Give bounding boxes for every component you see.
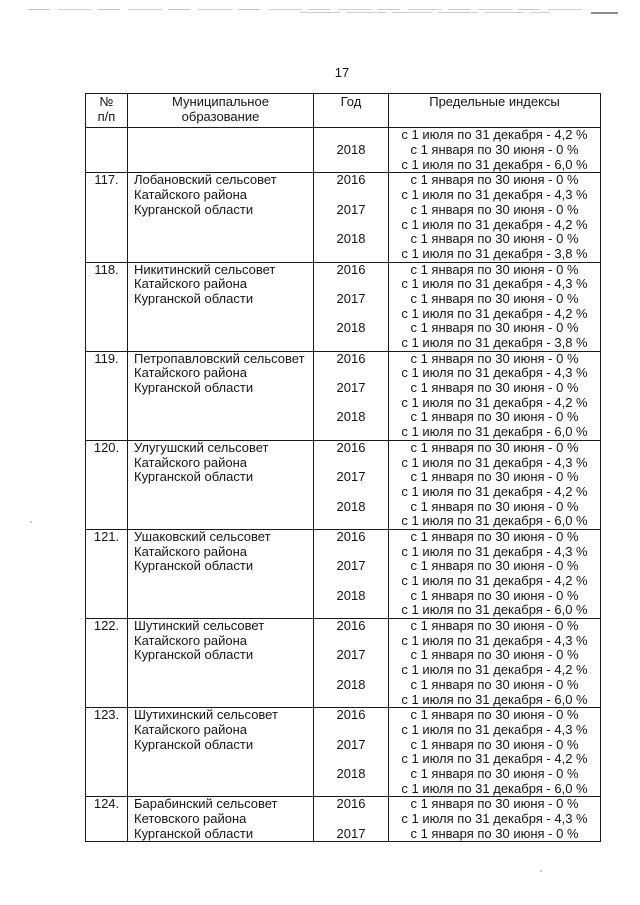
municipality-name-line: Улугушский сельсовет bbox=[134, 440, 269, 455]
year-value: 2018 bbox=[336, 766, 366, 781]
line-spacer bbox=[314, 782, 388, 797]
line-spacer bbox=[314, 336, 388, 351]
index-line: с 1 января по 30 июня - 0 % bbox=[410, 143, 579, 158]
year-cell bbox=[314, 708, 389, 797]
index-line: с 1 января по 30 июня - 0 % bbox=[410, 321, 579, 336]
row-number-cell bbox=[86, 619, 128, 708]
row-number: 123. bbox=[93, 708, 120, 723]
municipality-cell bbox=[128, 797, 314, 842]
year-value: 2017 bbox=[336, 202, 366, 217]
index-line: с 1 января по 30 июня - 0 % bbox=[410, 173, 579, 188]
index-line: с 1 января по 30 июня - 0 % bbox=[410, 410, 579, 425]
year-value: 2016 bbox=[336, 619, 366, 634]
header-indices-label: Предельные индексы bbox=[429, 95, 560, 109]
header-number-line: п/п bbox=[97, 109, 116, 124]
index-line: с 1 января по 30 июня - 0 % bbox=[410, 232, 579, 247]
index-line: с 1 июля по 31 декабря - 4,3 % bbox=[401, 455, 588, 470]
index-line: с 1 января по 30 июня - 0 % bbox=[410, 381, 579, 396]
table-row bbox=[86, 262, 601, 351]
index-line: с 1 июля по 31 декабря - 6,0 % bbox=[401, 781, 588, 796]
line-spacer bbox=[314, 247, 388, 262]
index-line: с 1 января по 30 июня - 0 % bbox=[410, 797, 579, 812]
table-body bbox=[86, 128, 601, 842]
year-value: 2016 bbox=[336, 351, 366, 366]
table-row bbox=[86, 797, 601, 842]
index-line: с 1 июля по 31 декабря - 6,0 % bbox=[401, 692, 588, 707]
scan-edge-artifact bbox=[28, 9, 588, 10]
index-line: с 1 января по 30 июня - 0 % bbox=[410, 588, 579, 603]
line-spacer bbox=[314, 188, 388, 203]
row-number bbox=[86, 128, 127, 143]
municipality-name-line: Барабинский сельсовет bbox=[134, 797, 278, 812]
municipality-name-line: Курганской области bbox=[134, 202, 254, 217]
index-line: с 1 июля по 31 декабря - 4,2 % bbox=[401, 128, 588, 143]
index-line: с 1 июля по 31 декабря - 6,0 % bbox=[401, 157, 588, 172]
municipality-name-line: Никитинский сельсовет bbox=[134, 262, 276, 277]
index-line: с 1 января по 30 июня - 0 % bbox=[410, 559, 579, 574]
index-line: с 1 января по 30 июня - 0 % bbox=[410, 202, 579, 217]
indices-cell bbox=[389, 173, 601, 262]
index-line: с 1 июля по 31 декабря - 4,2 % bbox=[401, 752, 588, 767]
municipality-name-line: Катайского района bbox=[134, 633, 248, 648]
municipality-name-line: Курганской области bbox=[134, 826, 254, 841]
year-value bbox=[314, 128, 388, 143]
table-row bbox=[86, 173, 601, 262]
index-line: с 1 января по 30 июня - 0 % bbox=[410, 440, 579, 455]
index-line: с 1 января по 30 июня - 0 % bbox=[410, 737, 579, 752]
year-cell bbox=[314, 797, 389, 842]
year-value: 2016 bbox=[336, 173, 366, 188]
municipality-name-line: Шутинский сельсовет bbox=[134, 619, 265, 634]
row-number: 124. bbox=[93, 797, 120, 812]
line-spacer bbox=[314, 634, 388, 649]
year-value: 2018 bbox=[336, 677, 366, 692]
row-number: 121. bbox=[93, 529, 120, 544]
year-value: 2017 bbox=[336, 648, 366, 663]
index-line: с 1 января по 30 июня - 0 % bbox=[410, 648, 579, 663]
scan-speck bbox=[30, 521, 32, 523]
line-spacer bbox=[314, 218, 388, 233]
line-spacer bbox=[314, 603, 388, 618]
line-spacer bbox=[314, 514, 388, 529]
municipality-cell bbox=[128, 262, 314, 351]
municipality-name-line: Лобановский сельсовет bbox=[134, 173, 277, 188]
index-line: с 1 января по 30 июня - 0 % bbox=[410, 708, 579, 723]
indices-cell bbox=[389, 128, 601, 173]
index-line: с 1 июля по 31 декабря - 6,0 % bbox=[401, 514, 588, 529]
year-value: 2018 bbox=[336, 410, 366, 425]
indices-cell bbox=[389, 708, 601, 797]
index-line: с 1 июля по 31 декабря - 4,3 % bbox=[401, 633, 588, 648]
row-number-cell bbox=[86, 173, 128, 262]
index-line: с 1 января по 30 июня - 0 % bbox=[410, 262, 579, 277]
index-line: с 1 января по 30 июня - 0 % bbox=[410, 619, 579, 634]
table-row bbox=[86, 619, 601, 708]
table-row bbox=[86, 529, 601, 618]
line-spacer bbox=[314, 812, 388, 827]
index-line: с 1 июля по 31 декабря - 4,3 % bbox=[401, 366, 588, 381]
year-value: 2017 bbox=[336, 826, 366, 841]
municipality-cell bbox=[128, 529, 314, 618]
header-municipality bbox=[128, 94, 314, 128]
year-cell bbox=[314, 351, 389, 440]
index-line: с 1 июля по 31 декабря - 4,3 % bbox=[401, 544, 588, 559]
line-spacer bbox=[314, 366, 388, 381]
index-line: с 1 июля по 31 декабря - 4,3 % bbox=[401, 277, 588, 292]
municipality-name-line: Курганской области bbox=[134, 648, 254, 663]
table-row bbox=[86, 351, 601, 440]
line-spacer bbox=[314, 723, 388, 738]
line-spacer bbox=[314, 545, 388, 560]
year-value: 2017 bbox=[336, 470, 366, 485]
line-spacer bbox=[314, 307, 388, 322]
scan-edge-mark bbox=[591, 12, 618, 14]
municipality-name-line: Шутихинский сельсовет bbox=[134, 708, 278, 723]
municipality-cell bbox=[128, 351, 314, 440]
indices-cell bbox=[389, 262, 601, 351]
index-line: с 1 января по 30 июня - 0 % bbox=[410, 766, 579, 781]
municipality-cell bbox=[128, 708, 314, 797]
index-line: с 1 июля по 31 декабря - 4,2 % bbox=[401, 395, 588, 410]
line-spacer bbox=[314, 485, 388, 500]
index-line: с 1 июля по 31 декабря - 4,2 % bbox=[401, 306, 588, 321]
index-line: с 1 января по 30 июня - 0 % bbox=[410, 470, 579, 485]
year-value: 2017 bbox=[336, 559, 366, 574]
row-number-cell bbox=[86, 440, 128, 529]
year-value: 2016 bbox=[336, 440, 366, 455]
indices-cell bbox=[389, 440, 601, 529]
header-number bbox=[86, 94, 128, 128]
year-value: 2016 bbox=[336, 708, 366, 723]
municipality-name-line: Курганской области bbox=[134, 470, 254, 485]
index-line: с 1 января по 30 июня - 0 % bbox=[410, 499, 579, 514]
municipality-cell bbox=[128, 128, 314, 173]
line-spacer bbox=[314, 574, 388, 589]
indices-cell bbox=[389, 529, 601, 618]
index-line: с 1 января по 30 июня - 0 % bbox=[410, 351, 579, 366]
limit-indices-table bbox=[85, 93, 601, 842]
row-number: 119. bbox=[94, 351, 119, 366]
municipality-cell bbox=[128, 619, 314, 708]
row-number-cell bbox=[86, 797, 128, 842]
index-line: с 1 января по 30 июня - 0 % bbox=[410, 291, 579, 306]
municipality-cell bbox=[128, 440, 314, 529]
header-number-line: № bbox=[99, 95, 114, 109]
index-line: с 1 июля по 31 декабря - 4,2 % bbox=[401, 484, 588, 499]
year-value: 2017 bbox=[336, 381, 366, 396]
indices-cell bbox=[389, 351, 601, 440]
year-cell bbox=[314, 128, 389, 173]
line-spacer bbox=[314, 663, 388, 678]
header-municipality-line: Муниципальное bbox=[172, 95, 269, 109]
index-line: с 1 июля по 31 декабря - 4,2 % bbox=[401, 663, 588, 678]
row-number-cell bbox=[86, 529, 128, 618]
line-spacer bbox=[314, 425, 388, 440]
index-line: с 1 января по 30 июня - 0 % bbox=[410, 677, 579, 692]
header-year bbox=[314, 94, 389, 128]
scan-speck bbox=[540, 870, 542, 872]
line-spacer bbox=[314, 158, 388, 173]
header-municipality-line: образование bbox=[181, 109, 260, 124]
municipality-name-line: Катайского района bbox=[134, 366, 248, 381]
line-spacer bbox=[314, 456, 388, 471]
year-value: 2018 bbox=[336, 143, 366, 158]
municipality-cell bbox=[128, 173, 314, 262]
indices-cell bbox=[389, 619, 601, 708]
index-line: с 1 июля по 31 декабря - 4,2 % bbox=[401, 574, 588, 588]
row-number: 120. bbox=[93, 440, 120, 455]
municipality-name-line: Петропавловский сельсовет bbox=[134, 351, 305, 366]
year-value: 2016 bbox=[336, 797, 366, 812]
row-number: 118. bbox=[94, 262, 119, 277]
year-cell bbox=[314, 529, 389, 618]
index-line: с 1 января по 30 июня - 0 % bbox=[410, 529, 579, 544]
year-value: 2018 bbox=[336, 499, 366, 514]
year-value: 2017 bbox=[336, 737, 366, 752]
header-year-label: Год bbox=[340, 95, 362, 109]
municipality-name-line: Катайского района bbox=[134, 722, 248, 737]
indices-cell bbox=[389, 797, 601, 842]
table-header-row bbox=[86, 94, 601, 128]
municipality-name-line: Кетовского района bbox=[134, 812, 247, 826]
municipality-name-line: Катайского района bbox=[134, 455, 248, 470]
year-value: 2017 bbox=[336, 291, 366, 306]
table-row bbox=[86, 128, 601, 173]
line-spacer bbox=[314, 693, 388, 708]
year-value: 2016 bbox=[336, 529, 366, 544]
year-value: 2018 bbox=[336, 232, 366, 247]
index-line: с 1 января по 30 июня - 0 % bbox=[410, 826, 579, 841]
year-cell bbox=[314, 173, 389, 262]
index-line: с 1 июля по 31 декабря - 4,3 % bbox=[401, 812, 588, 826]
header-indices bbox=[389, 94, 601, 128]
year-cell bbox=[314, 619, 389, 708]
table-row bbox=[86, 440, 601, 529]
row-number: 117. bbox=[94, 173, 119, 188]
year-cell bbox=[314, 440, 389, 529]
year-value: 2018 bbox=[336, 321, 366, 336]
index-line: с 1 июля по 31 декабря - 6,0 % bbox=[401, 425, 588, 440]
line-spacer bbox=[314, 752, 388, 767]
line-spacer bbox=[314, 277, 388, 292]
index-line: с 1 июля по 31 декабря - 4,2 % bbox=[401, 217, 588, 232]
scan-edge-artifact bbox=[300, 12, 550, 13]
page-number: 17 bbox=[334, 65, 350, 80]
year-value: 2016 bbox=[336, 262, 366, 277]
year-cell bbox=[314, 262, 389, 351]
municipality-name-line: Катайского района bbox=[134, 188, 248, 203]
index-line: с 1 июля по 31 декабря - 3,8 % bbox=[401, 336, 588, 350]
line-spacer bbox=[314, 396, 388, 411]
municipality-name-line: Катайского района bbox=[134, 277, 248, 292]
municipality-name-line: Курганской области bbox=[134, 559, 254, 574]
row-number-cell bbox=[86, 128, 128, 173]
municipality-name-line: Курганской области bbox=[134, 291, 254, 306]
year-value: 2018 bbox=[336, 588, 366, 603]
row-number-cell bbox=[86, 351, 128, 440]
municipality-name-line: Курганской области bbox=[134, 381, 254, 396]
index-line: с 1 июля по 31 декабря - 6,0 % bbox=[401, 603, 588, 618]
municipality-name-line: Катайского района bbox=[134, 544, 248, 559]
row-number-cell bbox=[86, 708, 128, 797]
index-line: с 1 июля по 31 декабря - 3,8 % bbox=[401, 246, 588, 261]
municipality-name-line: Ушаковский сельсовет bbox=[134, 529, 271, 544]
municipality-name-line: Курганской области bbox=[134, 737, 254, 752]
index-line: с 1 июля по 31 декабря - 4,3 % bbox=[401, 188, 588, 203]
row-number-cell bbox=[86, 262, 128, 351]
table-row bbox=[86, 708, 601, 797]
index-line: с 1 июля по 31 декабря - 4,3 % bbox=[401, 722, 588, 737]
row-number: 122. bbox=[93, 619, 120, 634]
